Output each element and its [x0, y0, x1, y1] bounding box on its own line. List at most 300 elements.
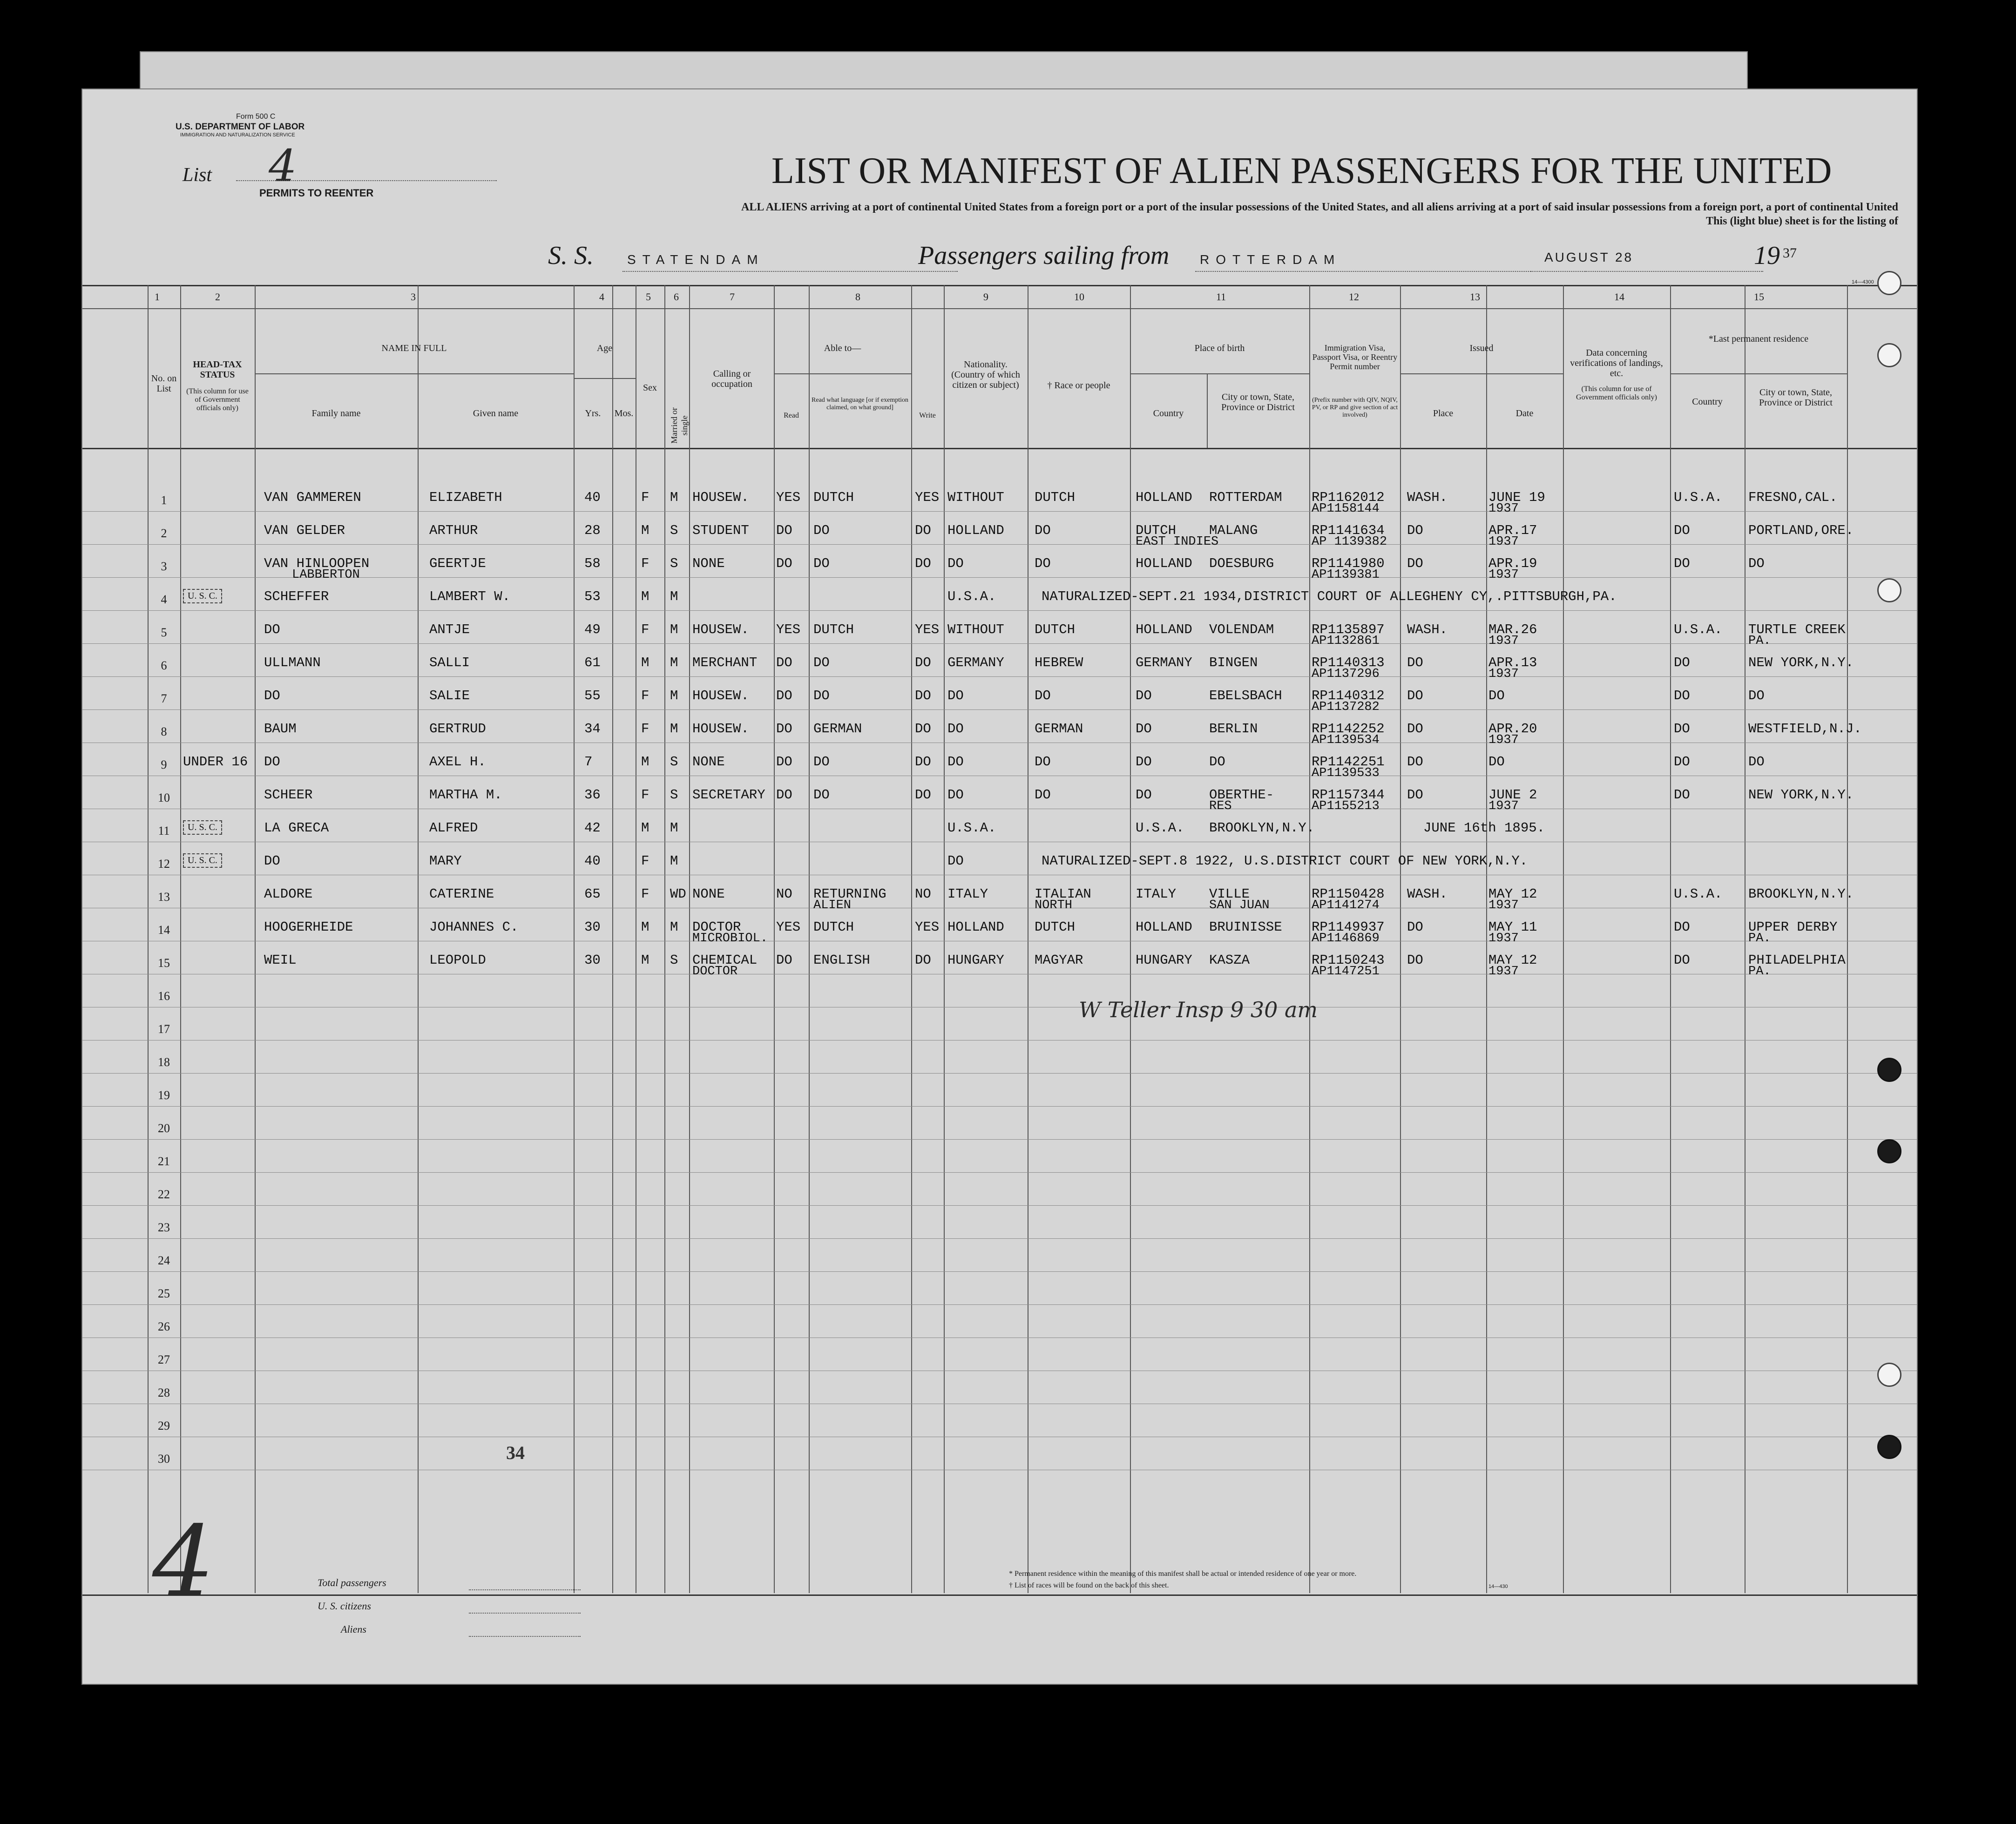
cell-given: AXEL H.	[429, 754, 486, 770]
row-number: 26	[158, 1320, 170, 1333]
cell-naturalized: NATURALIZED-SEPT.8 1922, U.S.DISTRICT COURT OF NEW YORK,N.Y.	[1042, 853, 1528, 869]
cell-bcountry2: EAST INDIES	[1136, 535, 1219, 549]
row-number: 19	[158, 1088, 170, 1102]
cell-bcity: ROTTERDAM	[1209, 490, 1282, 505]
cell-race: HEBREW	[1035, 655, 1083, 670]
cell-given: ALFRED	[429, 820, 478, 836]
cell-race: MAGYAR	[1035, 953, 1083, 968]
footnote-residence: * Permanent residence within the meaning of this manifest shall be actual or intended residence of one year or more.	[1009, 1570, 1357, 1578]
cell-visa2: AP1146869	[1312, 932, 1380, 946]
cell-idate2: 1937	[1488, 733, 1519, 747]
cell-bcountry: HOLLAND	[1136, 490, 1192, 505]
cell-visa: RP1140312	[1312, 688, 1385, 703]
cell-given: MARY	[429, 853, 462, 869]
sailing-date: AUGUST 28	[1544, 250, 1634, 264]
hdr-visa-note: (Prefix number with QIV, NQIV, PV, or RP and give section of act involved)	[1312, 397, 1398, 419]
cell-bcity: BERLIN	[1209, 721, 1258, 736]
hdr-last-residence: *Last permanent residence	[1708, 334, 1809, 344]
cell-place: DO	[1407, 787, 1423, 803]
cell-family: WEIL	[264, 953, 297, 968]
cell-given: LEOPOLD	[429, 953, 486, 968]
cell-write: YES	[915, 919, 940, 935]
cell-read: DO	[776, 787, 792, 803]
cell-nat: U.S.A.	[947, 589, 996, 604]
cell-lang: DO	[813, 688, 830, 703]
cell-yrs: 42	[584, 820, 601, 836]
cell-visa2: AP1137296	[1312, 667, 1380, 681]
service-label: IMMIGRATION AND NATURALIZATION SERVICE	[180, 132, 295, 138]
hdr-visa: Immigration Visa, Passport Visa, or Reentry Permit number	[1312, 343, 1398, 371]
cell-bcity: DOESBURG	[1209, 556, 1274, 571]
cell-rcountry: DO	[1674, 919, 1690, 935]
cell-write: DO	[915, 655, 931, 670]
total-passengers-label: Total passengers	[318, 1577, 386, 1588]
cell-race: DUTCH	[1035, 490, 1076, 505]
cell-family: LA GRECA	[264, 820, 329, 836]
cell-ms: M	[670, 919, 678, 935]
cell-family: SCHEER	[264, 787, 313, 803]
cell-race: DO	[1035, 787, 1051, 803]
cell-idate: APR.17	[1488, 523, 1537, 538]
footer-code: 14—430	[1488, 1584, 1508, 1589]
cell-rcountry: DO	[1674, 754, 1690, 770]
cell-no: 6	[161, 659, 167, 672]
cell-occ: HOUSEW.	[692, 490, 749, 505]
cell-sex: M	[641, 953, 649, 968]
hdr-name-in-full: NAME IN FULL	[381, 343, 447, 353]
row-number: 17	[158, 1022, 170, 1036]
cell-nat: HUNGARY	[947, 953, 1004, 968]
cell-write: NO	[915, 886, 931, 902]
cell-lang: DO	[813, 523, 830, 538]
cell-idate2: 1937	[1488, 502, 1519, 516]
cell-given: ARTHUR	[429, 523, 478, 538]
cell-read: DO	[776, 721, 792, 736]
cell-bcity: OBERTHE-	[1209, 787, 1274, 803]
cell-ms: M	[670, 655, 678, 670]
cell-read: NO	[776, 886, 792, 902]
cell-visa2: AP1132861	[1312, 634, 1380, 648]
hdr-issued: Issued	[1469, 343, 1494, 353]
cell-visa: RP1135897	[1312, 622, 1385, 637]
cell-place: WASH.	[1407, 490, 1448, 505]
cell-yrs: 36	[584, 787, 601, 803]
cell-read: DO	[776, 655, 792, 670]
cell-sex: M	[641, 589, 649, 604]
cell-rcity: DO	[1748, 556, 1765, 571]
hdr-issued-place: Place	[1433, 408, 1454, 419]
cell-rcity: PHILADELPHIA	[1748, 953, 1846, 968]
cell-visa: RP1150243	[1312, 953, 1385, 968]
hdr-yrs: Yrs.	[585, 408, 601, 419]
cell-visa: RP1141634	[1312, 523, 1385, 538]
cell-ms: M	[670, 688, 678, 703]
cell-race: DO	[1035, 523, 1051, 538]
cell-given: MARTHA M.	[429, 787, 502, 803]
cell-tax: U. S. C.	[183, 589, 222, 603]
cell-family: VAN GAMMEREN	[264, 490, 361, 505]
title-subtitle-2: This (light blue) sheet is for the listing of	[1706, 215, 1898, 227]
cell-idate: DO	[1488, 688, 1505, 703]
cell-race: DUTCH	[1035, 622, 1076, 637]
punch-hole	[1877, 578, 1901, 602]
cell-idate2: 1937	[1488, 535, 1519, 549]
hdr-birth-city: City or town, State, Province or District	[1221, 392, 1295, 412]
cell-race: DO	[1035, 688, 1051, 703]
cell-given: ELIZABETH	[429, 490, 502, 505]
row-number: 30	[158, 1452, 170, 1466]
cell-lang: RETURNING	[813, 886, 886, 902]
cell-idate2: 1937	[1488, 634, 1519, 648]
cell-ms: S	[670, 754, 678, 770]
cell-ms: S	[670, 953, 678, 968]
cell-rcity: PORTLAND,ORE.	[1748, 523, 1854, 538]
cell-family: SCHEFFER	[264, 589, 329, 604]
cell-nat: WITHOUT	[947, 622, 1004, 637]
cell-write: DO	[915, 953, 931, 968]
cell-sex: F	[641, 853, 649, 869]
cell-visa: RP1141980	[1312, 556, 1385, 571]
cell-bcity: VOLENDAM	[1209, 622, 1274, 637]
cell-no: 14	[158, 923, 170, 937]
cell-sex: F	[641, 886, 649, 902]
cell-visa: RP1150428	[1312, 886, 1385, 902]
cell-place: DO	[1407, 953, 1423, 968]
col-num-11: 11	[1216, 291, 1226, 303]
hdr-sex: Sex	[643, 383, 657, 393]
cell-rcity: UPPER DERBY	[1748, 919, 1838, 935]
date-line	[1530, 271, 1763, 272]
cell-place: DO	[1407, 556, 1423, 571]
cell-race: DUTCH	[1035, 919, 1076, 935]
cell-race: GERMAN	[1035, 721, 1083, 736]
hdr-nationality: Nationality. (Country of which citizen or subject)	[951, 359, 1020, 390]
cell-bcity: BROOKLYN,N.Y.	[1209, 820, 1315, 836]
cell-family: HOOGERHEIDE	[264, 919, 353, 935]
cell-place: DO	[1407, 919, 1423, 935]
hdr-no-on-list: No. on List	[151, 373, 177, 394]
cell-given: ANTJE	[429, 622, 470, 637]
cell-lang: GERMAN	[813, 721, 862, 736]
row-number: 20	[158, 1121, 170, 1135]
cell-birth-date: JUNE 16th 1895.	[1423, 820, 1545, 836]
cell-visa: RP1140313	[1312, 655, 1385, 670]
hdr-family-name: Family name	[311, 408, 361, 419]
cell-sex: M	[641, 919, 649, 935]
ship-name: STATENDAM	[627, 252, 764, 267]
cell-ms: S	[670, 523, 678, 538]
cell-idate2: 1937	[1488, 799, 1519, 813]
cell-occ: HOUSEW.	[692, 622, 749, 637]
row-number: 29	[158, 1419, 170, 1432]
cell-write: DO	[915, 754, 931, 770]
cell-rcity: DO	[1748, 688, 1765, 703]
cell-bcity: EBELSBACH	[1209, 688, 1282, 703]
year-prefix: 19	[1754, 241, 1780, 270]
hdr-read: Read	[784, 412, 799, 419]
col-num-2: 2	[215, 291, 220, 303]
cell-ms: WD	[670, 886, 686, 902]
col-num-13: 13	[1470, 291, 1480, 303]
cell-no: 11	[158, 824, 170, 838]
row-number: 23	[158, 1221, 170, 1234]
punch-hole	[1877, 271, 1901, 295]
inspector-note: W Teller Insp 9 30 am	[1079, 997, 1318, 1022]
page-number: 34	[506, 1442, 525, 1463]
cell-rcountry: DO	[1674, 655, 1690, 670]
cell-no: 12	[158, 857, 170, 871]
cell-given: SALIE	[429, 688, 470, 703]
row-number: 25	[158, 1287, 170, 1300]
cell-ms: M	[670, 721, 678, 736]
cell-occ: HOUSEW.	[692, 721, 749, 736]
hdr-head-tax: HEAD-TAX STATUS	[193, 359, 242, 380]
cell-rcity: BROOKLYN,N.Y.	[1748, 886, 1854, 902]
us-citizens-label: U. S. citizens	[318, 1600, 371, 1612]
punch-hole	[1877, 343, 1901, 367]
cell-write: DO	[915, 688, 931, 703]
cell-yrs: 40	[584, 490, 601, 505]
col-num-14: 14	[1614, 291, 1624, 303]
cell-place: DO	[1407, 655, 1423, 670]
cell-write: YES	[915, 622, 940, 637]
cell-yrs: 28	[584, 523, 601, 538]
cell-visa2: AP1155213	[1312, 799, 1380, 813]
cell-place: DO	[1407, 523, 1423, 538]
cell-race: DO	[1035, 556, 1051, 571]
cell-lang: DO	[813, 787, 830, 803]
row-number: 22	[158, 1188, 170, 1201]
cell-occ: NONE	[692, 754, 725, 770]
cell-rcity: NEW YORK,N.Y.	[1748, 655, 1854, 670]
hdr-place-of-birth: Place of birth	[1194, 343, 1245, 353]
col-num-6: 6	[674, 291, 679, 303]
cell-rcountry: DO	[1674, 787, 1690, 803]
cell-read: DO	[776, 523, 792, 538]
cell-read: DO	[776, 556, 792, 571]
cell-naturalized: NATURALIZED-SEPT.21 1934,DISTRICT COURT OF ALLEGHENY CY,.PITTSBURGH,PA.	[1042, 589, 1617, 604]
cell-nat: HOLLAND	[947, 919, 1004, 935]
cell-nat: GERMANY	[947, 655, 1004, 670]
cell-nat: ITALY	[947, 886, 988, 902]
cell-yrs: 65	[584, 886, 601, 902]
cell-rcountry: DO	[1674, 556, 1690, 571]
cell-idate: DO	[1488, 754, 1505, 770]
cell-given: SALLI	[429, 655, 470, 670]
row-number: 16	[158, 989, 170, 1003]
col-num-4: 4	[599, 291, 604, 303]
cell-bcity: MALANG	[1209, 523, 1258, 538]
cell-no: 1	[161, 493, 167, 507]
manifest-sheet	[81, 88, 1918, 1685]
cell-rcountry: DO	[1674, 953, 1690, 968]
cell-visa2: AP1139381	[1312, 568, 1380, 582]
cell-read: DO	[776, 754, 792, 770]
cell-bcountry: HOLLAND	[1136, 622, 1192, 637]
cell-bcountry: DO	[1136, 721, 1152, 736]
cell-given: GERTRUD	[429, 721, 486, 736]
cell-no: 2	[161, 527, 167, 540]
cell-occ: CHEMICAL	[692, 953, 758, 968]
cell-nat: DO	[947, 754, 964, 770]
cell-occ: HOUSEW.	[692, 688, 749, 703]
cell-occ: DOCTOR	[692, 919, 741, 935]
cell-idate2: 1937	[1488, 898, 1519, 912]
cell-bcountry: HUNGARY	[1136, 953, 1192, 968]
cell-given: GEERTJE	[429, 556, 486, 571]
cell-visa: RP1149937	[1312, 919, 1385, 935]
cell-ms: M	[670, 820, 678, 836]
cell-ms: S	[670, 556, 678, 571]
cell-rcity2: PA.	[1748, 932, 1771, 946]
list-number: 4	[269, 141, 297, 192]
punch-hole	[1877, 1058, 1901, 1082]
cell-ms: M	[670, 622, 678, 637]
cell-race: DO	[1035, 754, 1051, 770]
cell-sex: M	[641, 754, 649, 770]
hdr-issued-date: Date	[1515, 408, 1534, 419]
hdr-read-language: Read what language [or if exemption claimed, on what ground]	[812, 397, 908, 411]
cell-place: DO	[1407, 721, 1423, 736]
cell-rcountry: U.S.A.	[1674, 490, 1723, 505]
cell-no: 8	[161, 725, 167, 738]
hdr-age: Age	[596, 343, 613, 353]
cell-family: DO	[264, 754, 280, 770]
cell-bcity: DO	[1209, 754, 1225, 770]
cell-lang: DUTCH	[813, 919, 854, 935]
hdr-birth-country: Country	[1153, 408, 1184, 419]
cell-tax: UNDER 16	[183, 754, 248, 770]
hdr-data-note: (This column for use of Government officials only)	[1576, 385, 1657, 401]
cell-rcity2: PA.	[1748, 965, 1771, 979]
cell-nat: DO	[947, 853, 964, 869]
cell-yrs: 53	[584, 589, 601, 604]
cell-idate2: 1937	[1488, 932, 1519, 946]
cell-read: YES	[776, 490, 801, 505]
cell-idate: JUNE 2	[1488, 787, 1537, 803]
cell-visa2: AP1137282	[1312, 700, 1380, 714]
cell-visa: RP1142251	[1312, 754, 1385, 770]
title-subtitle: ALL ALIENS arriving at a port of continental United States from a foreign port or a port of the insular possessions of the United States, and all aliens arriving at a port of said insular possessions from a foreign port, a port of continental United	[741, 201, 1898, 213]
cell-read: DO	[776, 688, 792, 703]
cell-yrs: 30	[584, 919, 601, 935]
col-num-15: 15	[1754, 291, 1764, 303]
cell-occ: NONE	[692, 556, 725, 571]
cell-family: VAN GELDER	[264, 523, 345, 538]
cell-bcity: VILLE	[1209, 886, 1250, 902]
cell-bcountry: DO	[1136, 754, 1152, 770]
cell-occ: NONE	[692, 886, 725, 902]
hdr-able-to: Able to—	[824, 343, 861, 353]
hdr-race: † Race or people	[1047, 380, 1110, 391]
cell-no: 10	[158, 791, 170, 804]
cell-idate: MAR.26	[1488, 622, 1537, 637]
cell-bcountry: HOLLAND	[1136, 556, 1192, 571]
cell-given: JOHANNES C.	[429, 919, 519, 935]
cell-tax: U. S. C.	[183, 853, 222, 868]
cell-no: 5	[161, 626, 167, 639]
cell-lang: DO	[813, 754, 830, 770]
hdr-calling: Calling or occupation	[711, 369, 752, 389]
manifest-table	[82, 285, 1917, 1596]
cell-sex: F	[641, 787, 649, 803]
cell-write: YES	[915, 490, 940, 505]
list-label: List	[183, 164, 212, 186]
cell-visa: RP1162012	[1312, 490, 1385, 505]
cell-visa: RP1142252	[1312, 721, 1385, 736]
cell-nat: DO	[947, 721, 964, 736]
department-label: U.S. DEPARTMENT OF LABOR	[176, 122, 305, 132]
cell-bcity2: RES	[1209, 799, 1232, 813]
cell-nat: DO	[947, 556, 964, 571]
hdr-res-city: City or town, State, Province or District	[1759, 387, 1833, 408]
cell-sex: F	[641, 622, 649, 637]
ship-line	[622, 271, 958, 272]
cell-bcity: BINGEN	[1209, 655, 1258, 670]
cell-family: DO	[264, 688, 280, 703]
hdr-head-tax-note: (This column for use of Government officials only)	[186, 387, 249, 412]
cell-race2: NORTH	[1035, 898, 1073, 912]
col-num-8: 8	[855, 291, 860, 303]
cell-nat: DO	[947, 688, 964, 703]
cell-read: YES	[776, 919, 801, 935]
hdr-given-name: Given name	[473, 408, 519, 419]
cell-yrs: 61	[584, 655, 601, 670]
cell-sex: F	[641, 688, 649, 703]
punch-hole	[1877, 1363, 1901, 1387]
cell-visa2: AP1147251	[1312, 965, 1380, 979]
col-num-5: 5	[646, 291, 651, 303]
cell-idate: JUNE 19	[1488, 490, 1545, 505]
cell-family: BAUM	[264, 721, 297, 736]
cell-write: DO	[915, 787, 931, 803]
row-number: 18	[158, 1055, 170, 1069]
cell-nat: U.S.A.	[947, 820, 996, 836]
cell-sex: F	[641, 556, 649, 571]
cell-lang: DUTCH	[813, 622, 854, 637]
cell-nat: HOLLAND	[947, 523, 1004, 538]
footnote-races: † List of races will be found on the back of this sheet.	[1009, 1581, 1169, 1589]
cell-rcountry: DO	[1674, 688, 1690, 703]
cell-lang2: ALIEN	[813, 898, 852, 912]
cell-idate2: 1937	[1488, 965, 1519, 979]
cell-rcity2: PA.	[1748, 634, 1771, 648]
col-num-3: 3	[411, 291, 416, 303]
cell-bcountry: GERMANY	[1136, 655, 1192, 670]
cell-idate: MAY 12	[1488, 953, 1537, 968]
cell-occ: MERCHANT	[692, 655, 758, 670]
year-suffix: 37	[1783, 245, 1797, 261]
cell-idate: APR.19	[1488, 556, 1537, 571]
cell-family: ULLMANN	[264, 655, 321, 670]
cell-visa2: AP1139533	[1312, 766, 1380, 780]
page-title: LIST OR MANIFEST OF ALIEN PASSENGERS FOR THE UNITED	[771, 150, 1832, 191]
cell-yrs: 7	[584, 754, 593, 770]
cell-bcountry: DUTCH	[1136, 523, 1177, 538]
cell-place: WASH.	[1407, 886, 1448, 902]
cell-yrs: 55	[584, 688, 601, 703]
cell-family2: LABBERTON	[292, 568, 360, 582]
cell-race: ITALIAN	[1035, 886, 1091, 902]
cell-idate2: 1937	[1488, 568, 1519, 582]
cell-no: 9	[161, 758, 167, 771]
cell-rcountry: U.S.A.	[1674, 622, 1723, 637]
cell-bcountry: ITALY	[1136, 886, 1177, 902]
cell-occ: SECRETARY	[692, 787, 765, 803]
cell-yrs: 40	[584, 853, 601, 869]
cell-lang: DO	[813, 655, 830, 670]
cell-family: DO	[264, 853, 280, 869]
